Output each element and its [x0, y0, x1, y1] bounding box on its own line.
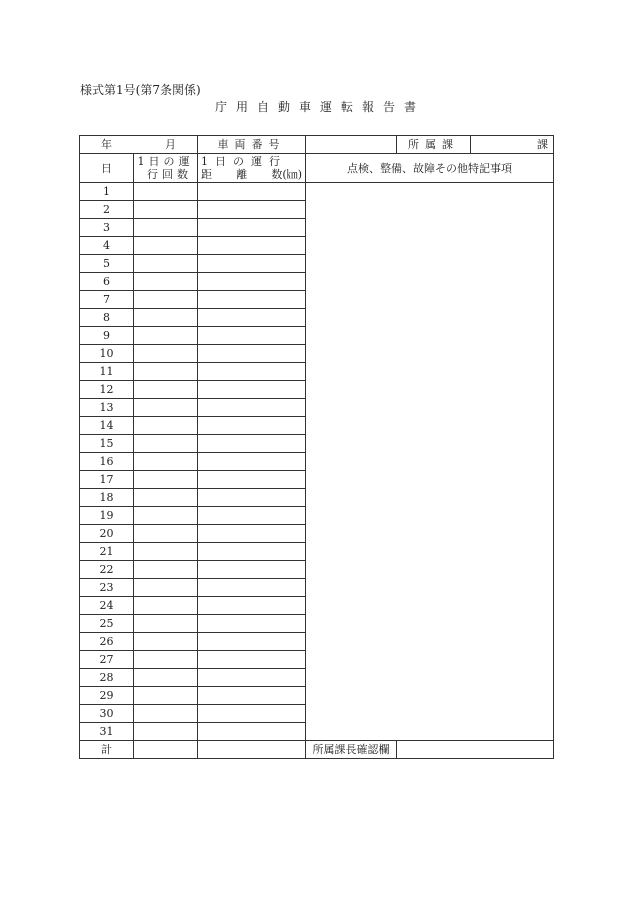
distance-cell[interactable] [198, 273, 306, 291]
vehicle-number-label: 車両番号 [198, 136, 306, 154]
day-number: 22 [80, 561, 134, 579]
runs-cell[interactable] [134, 561, 198, 579]
runs-cell[interactable] [134, 255, 198, 273]
distance-cell[interactable] [198, 525, 306, 543]
remarks-column-header: 点検、整備、故障その他特記事項 [306, 154, 554, 183]
runs-cell[interactable] [134, 237, 198, 255]
day-number: 6 [80, 273, 134, 291]
total-row [80, 741, 554, 759]
distance-cell[interactable] [198, 183, 306, 201]
distance-cell[interactable] [198, 201, 306, 219]
distance-cell[interactable] [198, 615, 306, 633]
day-number: 25 [80, 615, 134, 633]
chief-confirm-field[interactable] [397, 741, 554, 759]
distance-cell[interactable] [198, 705, 306, 723]
runs-cell[interactable] [134, 219, 198, 237]
runs-cell[interactable] [134, 471, 198, 489]
day-number: 29 [80, 687, 134, 705]
month-label: 月 [165, 138, 176, 151]
day-number: 16 [80, 453, 134, 471]
day-number: 31 [80, 723, 134, 741]
chief-confirm-label: 所属課長確認欄 [306, 741, 397, 759]
affiliation-label: 所属課 [397, 136, 471, 154]
distance-cell[interactable] [198, 651, 306, 669]
page-title: 庁用自動車運転報告書 [214, 100, 425, 114]
day-number: 8 [80, 309, 134, 327]
distance-cell[interactable] [198, 507, 306, 525]
runs-cell[interactable] [134, 309, 198, 327]
runs-cell[interactable] [134, 669, 198, 687]
day-number: 5 [80, 255, 134, 273]
distance-cell[interactable] [198, 237, 306, 255]
distance-cell[interactable] [198, 561, 306, 579]
runs-cell[interactable] [134, 345, 198, 363]
day-number: 3 [80, 219, 134, 237]
distance-cell[interactable] [198, 453, 306, 471]
day-number: 23 [80, 579, 134, 597]
runs-cell[interactable] [134, 273, 198, 291]
day-number: 20 [80, 525, 134, 543]
runs-cell[interactable] [134, 201, 198, 219]
day-number: 13 [80, 399, 134, 417]
total-distance-cell[interactable] [198, 741, 306, 759]
year-month-cell[interactable] [80, 136, 198, 154]
distance-cell[interactable] [198, 291, 306, 309]
distance-cell[interactable] [198, 633, 306, 651]
day-number: 26 [80, 633, 134, 651]
runs-cell[interactable] [134, 453, 198, 471]
vehicle-number-field[interactable] [306, 136, 397, 154]
day-number: 4 [80, 237, 134, 255]
distance-cell[interactable] [198, 381, 306, 399]
distance-cell[interactable] [198, 687, 306, 705]
runs-cell[interactable] [134, 399, 198, 417]
day-number: 28 [80, 669, 134, 687]
distance-cell[interactable] [198, 345, 306, 363]
runs-cell[interactable] [134, 435, 198, 453]
runs-cell[interactable] [134, 705, 198, 723]
runs-cell[interactable] [134, 687, 198, 705]
day-number: 2 [80, 201, 134, 219]
runs-cell[interactable] [134, 327, 198, 345]
distance-cell[interactable] [198, 579, 306, 597]
distance-cell[interactable] [198, 399, 306, 417]
day-number: 10 [80, 345, 134, 363]
year-label: 年 [101, 138, 112, 151]
runs-cell[interactable] [134, 363, 198, 381]
distance-cell[interactable] [198, 327, 306, 345]
section-field[interactable] [471, 136, 554, 154]
distance-cell[interactable] [198, 669, 306, 687]
day-number: 7 [80, 291, 134, 309]
distance-cell[interactable] [198, 255, 306, 273]
runs-cell[interactable] [134, 543, 198, 561]
distance-cell[interactable] [198, 489, 306, 507]
day-number: 18 [80, 489, 134, 507]
total-runs-cell[interactable] [134, 741, 198, 759]
runs-column-header: 1日の運 行回数 [134, 154, 198, 183]
runs-cell[interactable] [134, 507, 198, 525]
runs-cell[interactable] [134, 489, 198, 507]
day-number: 12 [80, 381, 134, 399]
runs-cell[interactable] [134, 291, 198, 309]
column-header-row [80, 154, 554, 183]
distance-cell[interactable] [198, 417, 306, 435]
runs-cell[interactable] [134, 651, 198, 669]
day-number: 19 [80, 507, 134, 525]
day-number: 21 [80, 543, 134, 561]
runs-cell[interactable] [134, 525, 198, 543]
day-number: 14 [80, 417, 134, 435]
remarks-area[interactable] [306, 183, 554, 741]
report-table [79, 135, 554, 759]
section-suffix: 課 [537, 138, 548, 151]
runs-cell[interactable] [134, 579, 198, 597]
distance-cell[interactable] [198, 309, 306, 327]
form-id: 様式第1号(第7条関係) [80, 83, 201, 97]
day-row [80, 183, 554, 201]
day-number: 17 [80, 471, 134, 489]
day-number: 24 [80, 597, 134, 615]
runs-cell[interactable] [134, 633, 198, 651]
runs-cell[interactable] [134, 723, 198, 741]
distance-cell[interactable] [198, 435, 306, 453]
header-row [80, 136, 554, 154]
distance-cell[interactable] [198, 363, 306, 381]
runs-cell[interactable] [134, 417, 198, 435]
distance-cell[interactable] [198, 471, 306, 489]
distance-cell[interactable] [198, 219, 306, 237]
day-number: 9 [80, 327, 134, 345]
runs-cell[interactable] [134, 381, 198, 399]
day-column-header: 日 [80, 154, 134, 183]
runs-cell[interactable] [134, 597, 198, 615]
distance-cell[interactable] [198, 723, 306, 741]
total-label: 計 [80, 741, 134, 759]
distance-cell[interactable] [198, 597, 306, 615]
day-number: 11 [80, 363, 134, 381]
runs-cell[interactable] [134, 615, 198, 633]
day-number: 1 [80, 183, 134, 201]
runs-cell[interactable] [134, 183, 198, 201]
day-number: 15 [80, 435, 134, 453]
distance-column-header: 1日の運行 距 離 数(㎞) [198, 154, 306, 183]
distance-cell[interactable] [198, 543, 306, 561]
day-number: 30 [80, 705, 134, 723]
day-number: 27 [80, 651, 134, 669]
